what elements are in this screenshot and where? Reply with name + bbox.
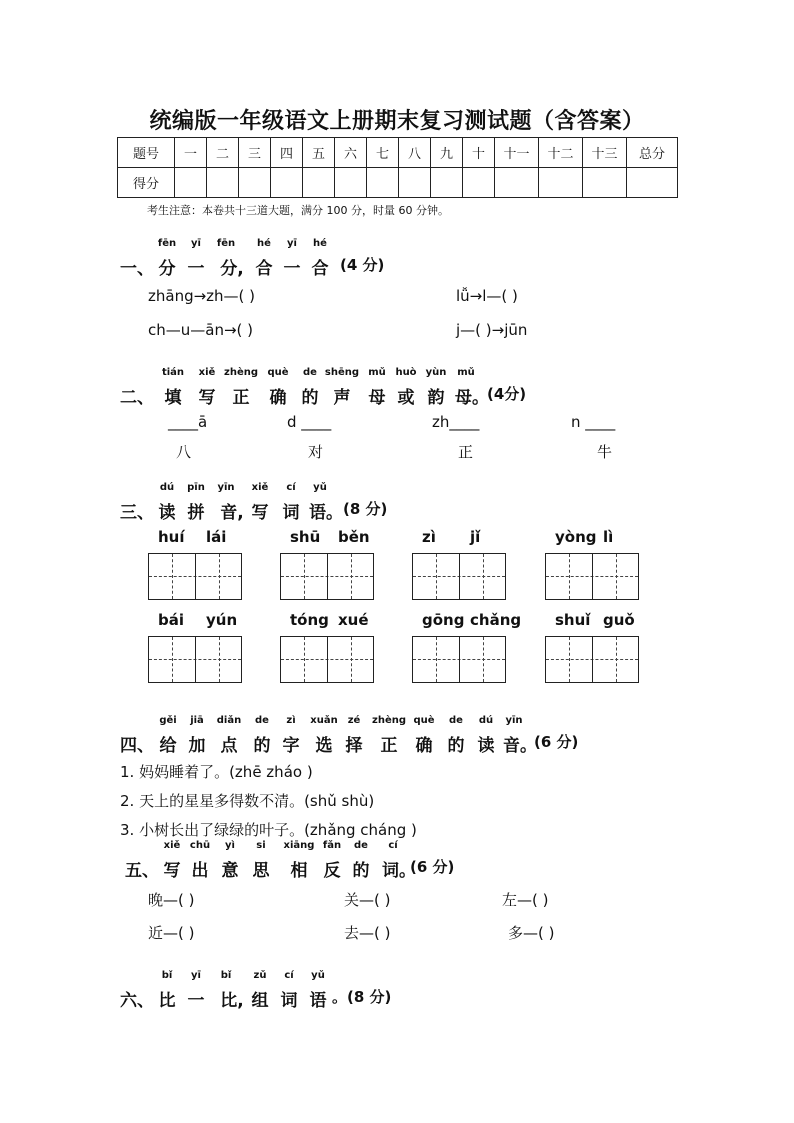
heading-character: 分 bbox=[158, 259, 176, 279]
pinyin-annotation: yī bbox=[191, 970, 201, 981]
score-cell[interactable] bbox=[207, 168, 239, 198]
pinyin-annotation: huò bbox=[395, 367, 417, 378]
grid-dashed-v bbox=[616, 637, 617, 682]
pinyin-annotation: xuǎn bbox=[310, 715, 338, 726]
heading-character: 合 bbox=[255, 259, 273, 279]
pinyin-annotation: yì bbox=[225, 840, 235, 851]
heading-character: 韵 bbox=[427, 388, 445, 408]
heading-character: 词 bbox=[282, 503, 300, 523]
score-col: 四 bbox=[271, 138, 303, 168]
heading-character: 的 bbox=[301, 388, 319, 408]
pinyin-annotation: mǔ bbox=[368, 367, 386, 378]
word-pinyin: jǐ bbox=[470, 528, 481, 546]
score-col: 十 bbox=[463, 138, 495, 168]
pinyin-annotation: gěi bbox=[159, 715, 177, 726]
antonym-item-6[interactable]: 多—( ) bbox=[508, 924, 555, 942]
score-cell[interactable] bbox=[399, 168, 431, 198]
heading-character: 的 bbox=[253, 736, 271, 756]
grid-dashed-v bbox=[436, 637, 437, 682]
grid-divider bbox=[327, 637, 328, 682]
heading-character: 一 bbox=[187, 259, 205, 279]
grid-divider bbox=[459, 637, 460, 682]
fill-blank-3[interactable]: zh____ bbox=[432, 413, 480, 431]
fill-hanzi-2: 对 bbox=[308, 443, 324, 461]
heading-character: 语。 bbox=[309, 503, 343, 523]
heading-character: 母 bbox=[368, 388, 386, 408]
section-3-score: (8 分) bbox=[343, 500, 388, 518]
heading-character: 分, bbox=[220, 259, 244, 279]
section-3-heading bbox=[0, 482, 794, 523]
word-pinyin: yún bbox=[206, 611, 238, 629]
heading-character: 出 bbox=[191, 861, 209, 881]
grid-divider bbox=[592, 554, 593, 599]
section-5-score: (6 分) bbox=[410, 858, 455, 876]
pinyin-annotation: cí bbox=[284, 970, 294, 981]
score-cell[interactable] bbox=[431, 168, 463, 198]
section-1-score: (4 分) bbox=[340, 256, 385, 274]
pinyin-annotation: bǐ bbox=[220, 970, 232, 981]
score-header-row bbox=[118, 138, 678, 168]
heading-character: 写 bbox=[163, 861, 181, 881]
pinyin-annotation: dú bbox=[159, 482, 175, 493]
heading-character: 组 bbox=[251, 991, 269, 1011]
heading-character: 读 bbox=[158, 503, 176, 523]
heading-character: 的 bbox=[447, 736, 465, 756]
score-col: 一 bbox=[175, 138, 207, 168]
score-row-label: 得分 bbox=[118, 168, 175, 198]
fill-hanzi-3: 正 bbox=[458, 443, 474, 461]
tianzige-writing-grid[interactable] bbox=[280, 553, 374, 600]
pinyin-annotation: de bbox=[303, 367, 317, 378]
antonym-item-1[interactable]: 晚—( ) bbox=[148, 891, 195, 909]
pinyin-annotation: zǔ bbox=[253, 970, 267, 981]
word-pinyin: gōng bbox=[422, 611, 465, 629]
heading-character: 加 bbox=[188, 736, 206, 756]
grid-dashed-v bbox=[351, 637, 352, 682]
pinyin-annotation: xiě bbox=[198, 367, 216, 378]
pinyin-annotation: diǎn bbox=[216, 715, 242, 726]
score-col: 三 bbox=[239, 138, 271, 168]
pinyin-annotation: zhèng bbox=[372, 715, 406, 726]
word-pinyin: běn bbox=[338, 528, 370, 546]
score-cell[interactable] bbox=[175, 168, 207, 198]
score-col: 八 bbox=[399, 138, 431, 168]
pinyin-annotation: shēng bbox=[324, 367, 360, 378]
score-table bbox=[117, 137, 678, 198]
tianzige-writing-grid[interactable] bbox=[545, 553, 639, 600]
tianzige-writing-grid[interactable] bbox=[148, 636, 242, 683]
score-cell[interactable] bbox=[463, 168, 495, 198]
word-pinyin: lì bbox=[603, 528, 614, 546]
heading-character: 合 bbox=[311, 259, 329, 279]
section-6-prefix: 六、 bbox=[120, 991, 154, 1011]
pinyin-annotation: de bbox=[255, 715, 269, 726]
fill-blank-2[interactable]: d ____ bbox=[287, 413, 332, 431]
heading-character: 拼 bbox=[187, 503, 205, 523]
pinyin-annotation: si bbox=[256, 840, 266, 851]
page-title: 统编版一年级语文上册期末复习测试题（含答案） bbox=[149, 109, 645, 134]
heading-character: 择 bbox=[345, 736, 363, 756]
fill-hanzi-4: 牛 bbox=[597, 443, 613, 461]
pinyin-annotation: dú bbox=[478, 715, 494, 726]
pinyin-annotation: xiě bbox=[163, 840, 181, 851]
word-pinyin: shū bbox=[290, 528, 321, 546]
score-col: 九 bbox=[431, 138, 463, 168]
word-pinyin: huí bbox=[158, 528, 185, 546]
score-row-label: 题号 bbox=[118, 138, 175, 168]
pinyin-annotation: hé bbox=[257, 238, 271, 249]
pinyin-annotation: zhèng bbox=[224, 367, 258, 378]
heading-character: 填 bbox=[164, 388, 182, 408]
antonym-item-5[interactable]: 去—( ) bbox=[344, 924, 391, 942]
score-cell[interactable] bbox=[583, 168, 627, 198]
reading-item-3: 3. 小树长出了绿绿的叶子。(zhǎng cháng ) bbox=[120, 821, 417, 839]
grid-dashed-v bbox=[172, 637, 173, 682]
score-col-total: 总分 bbox=[627, 138, 678, 168]
heading-character: 写 bbox=[251, 503, 269, 523]
pinyin-annotation: yīn bbox=[505, 715, 523, 726]
pinyin-annotation: yīn bbox=[217, 482, 235, 493]
grid-divider bbox=[327, 554, 328, 599]
score-cell[interactable] bbox=[627, 168, 678, 198]
pinyin-annotation: chū bbox=[189, 840, 211, 851]
grid-dashed-v bbox=[304, 637, 305, 682]
score-col: 六 bbox=[335, 138, 367, 168]
fill-hanzi-1: 八 bbox=[176, 443, 192, 461]
pinyin-annotation: què bbox=[413, 715, 435, 726]
exam-notice: 考生注意：本卷共十三道大题，满分 100 分，时量 60 分钟。 bbox=[147, 204, 449, 217]
grid-divider bbox=[195, 554, 196, 599]
pinyin-annotation: xiě bbox=[251, 482, 269, 493]
heading-character: 确 bbox=[269, 388, 287, 408]
grid-dashed-v bbox=[569, 554, 570, 599]
grid-dashed-v bbox=[219, 637, 220, 682]
score-cell[interactable] bbox=[335, 168, 367, 198]
tianzige-writing-grid[interactable] bbox=[148, 553, 242, 600]
word-pinyin: lái bbox=[206, 528, 227, 546]
pinyin-annotation: cí bbox=[286, 482, 296, 493]
word-pinyin: bái bbox=[158, 611, 185, 629]
split-item-3: ch—u—ān→( ) bbox=[148, 321, 253, 339]
score-col: 七 bbox=[367, 138, 399, 168]
pinyin-annotation: xiāng bbox=[283, 840, 315, 851]
pinyin-annotation: fēn bbox=[216, 238, 236, 249]
pinyin-annotation: bǐ bbox=[161, 970, 173, 981]
score-cell[interactable] bbox=[239, 168, 271, 198]
heading-character: 正 bbox=[380, 736, 398, 756]
tianzige-writing-grid[interactable] bbox=[412, 553, 506, 600]
grid-divider bbox=[459, 554, 460, 599]
grid-divider bbox=[195, 637, 196, 682]
pinyin-annotation: tián bbox=[161, 367, 185, 378]
pinyin-annotation: jiā bbox=[190, 715, 204, 726]
pinyin-annotation: de bbox=[354, 840, 368, 851]
split-item-1: zhāng→zh—( ) bbox=[148, 287, 256, 305]
word-pinyin: shuǐ bbox=[555, 611, 591, 629]
pinyin-annotation: yī bbox=[191, 238, 201, 249]
pinyin-annotation: mǔ bbox=[457, 367, 475, 378]
heading-character: 正 bbox=[232, 388, 250, 408]
section-5-prefix: 五、 bbox=[125, 861, 159, 881]
word-pinyin: chǎng bbox=[470, 611, 522, 629]
score-col: 十三 bbox=[583, 138, 627, 168]
heading-character: 音。 bbox=[503, 736, 537, 756]
pinyin-annotation: fǎn bbox=[322, 840, 342, 851]
section-5-heading bbox=[0, 840, 794, 881]
tianzige-writing-grid[interactable] bbox=[280, 636, 374, 683]
section-3-prefix: 三、 bbox=[120, 503, 154, 523]
heading-character: 点 bbox=[220, 736, 238, 756]
fill-blank-4[interactable]: n ____ bbox=[571, 413, 616, 431]
heading-character: 的 bbox=[352, 861, 370, 881]
tianzige-writing-grid[interactable] bbox=[545, 636, 639, 683]
word-pinyin: xué bbox=[338, 611, 369, 629]
antonym-item-4[interactable]: 近—( ) bbox=[148, 924, 195, 942]
pinyin-annotation: hé bbox=[313, 238, 327, 249]
heading-character: 反 bbox=[323, 861, 341, 881]
heading-character: 声 bbox=[333, 388, 351, 408]
grid-dashed-v bbox=[569, 637, 570, 682]
reading-item-2: 2. 天上的星星多得数不清。(shǔ shù) bbox=[120, 792, 375, 810]
section-4-score: (6 分) bbox=[534, 733, 579, 751]
antonym-item-3[interactable]: 左—( ) bbox=[502, 891, 549, 909]
grid-divider bbox=[592, 637, 593, 682]
heading-character: 音, bbox=[220, 503, 244, 523]
heading-character: 词。 bbox=[382, 861, 416, 881]
score-col: 十一 bbox=[495, 138, 539, 168]
grid-dashed-v bbox=[483, 637, 484, 682]
heading-character: 一 bbox=[187, 991, 205, 1011]
word-pinyin: yòng bbox=[555, 528, 597, 546]
section-2-score: (4分) bbox=[487, 385, 527, 403]
pinyin-annotation: fēn bbox=[157, 238, 177, 249]
heading-character: 确 bbox=[415, 736, 433, 756]
score-col: 五 bbox=[303, 138, 335, 168]
score-col: 二 bbox=[207, 138, 239, 168]
section-1-prefix: 一、 bbox=[120, 259, 154, 279]
reading-item-1: 1. 妈妈睡着了。(zhē zháo ) bbox=[120, 763, 313, 781]
pinyin-annotation: yùn bbox=[425, 367, 447, 378]
split-item-2: lǚ→l—( ) bbox=[456, 287, 518, 305]
pinyin-annotation: cí bbox=[388, 840, 398, 851]
pinyin-annotation: yī bbox=[287, 238, 297, 249]
score-value-row bbox=[118, 168, 678, 198]
heading-character: 相 bbox=[290, 861, 308, 881]
pinyin-annotation: zé bbox=[347, 715, 361, 726]
heading-character: 一 bbox=[283, 259, 301, 279]
score-cell[interactable] bbox=[367, 168, 399, 198]
pinyin-annotation: yǔ bbox=[313, 482, 327, 493]
fill-blank-1[interactable]: ____ā bbox=[168, 413, 208, 431]
grid-dashed-v bbox=[304, 554, 305, 599]
heading-character: 选 bbox=[315, 736, 333, 756]
heading-character: 母。 bbox=[455, 388, 489, 408]
heading-character: 给 bbox=[159, 736, 177, 756]
section-4-prefix: 四、 bbox=[120, 736, 154, 756]
grid-dashed-v bbox=[616, 554, 617, 599]
grid-dashed-v bbox=[483, 554, 484, 599]
tianzige-writing-grid[interactable] bbox=[412, 636, 506, 683]
pinyin-annotation: pīn bbox=[187, 482, 205, 493]
grid-dashed-v bbox=[172, 554, 173, 599]
section-1-heading bbox=[0, 238, 794, 279]
section-6-heading bbox=[0, 970, 794, 1011]
split-item-4: j—( )→jūn bbox=[456, 321, 528, 339]
grid-dashed-v bbox=[219, 554, 220, 599]
grid-dashed-v bbox=[436, 554, 437, 599]
score-cell[interactable] bbox=[495, 168, 539, 198]
section-2-heading bbox=[0, 367, 794, 408]
heading-character: 写 bbox=[198, 388, 216, 408]
score-cell[interactable] bbox=[303, 168, 335, 198]
heading-character: 比, bbox=[220, 991, 244, 1011]
heading-character: 比 bbox=[158, 991, 176, 1011]
heading-character: 语 bbox=[309, 991, 327, 1011]
heading-character: 词 bbox=[280, 991, 298, 1011]
word-pinyin: zì bbox=[422, 528, 436, 546]
heading-character: 读 bbox=[477, 736, 495, 756]
pinyin-annotation: yǔ bbox=[311, 970, 325, 981]
score-col: 十二 bbox=[539, 138, 583, 168]
heading-character: 或 bbox=[397, 388, 415, 408]
section-6-score: 。(8 分) bbox=[332, 988, 392, 1006]
word-pinyin: guǒ bbox=[603, 611, 635, 629]
antonym-item-2[interactable]: 关—( ) bbox=[344, 891, 391, 909]
section-2-prefix: 二、 bbox=[120, 388, 154, 408]
heading-character: 意 bbox=[221, 861, 239, 881]
score-cell[interactable] bbox=[271, 168, 303, 198]
word-pinyin: tóng bbox=[290, 611, 329, 629]
pinyin-annotation: què bbox=[267, 367, 289, 378]
heading-character: 思 bbox=[252, 861, 270, 881]
score-cell[interactable] bbox=[539, 168, 583, 198]
section-4-heading bbox=[0, 715, 794, 756]
heading-character: 字 bbox=[282, 736, 300, 756]
pinyin-annotation: de bbox=[449, 715, 463, 726]
grid-dashed-v bbox=[351, 554, 352, 599]
pinyin-annotation: zì bbox=[286, 715, 296, 726]
